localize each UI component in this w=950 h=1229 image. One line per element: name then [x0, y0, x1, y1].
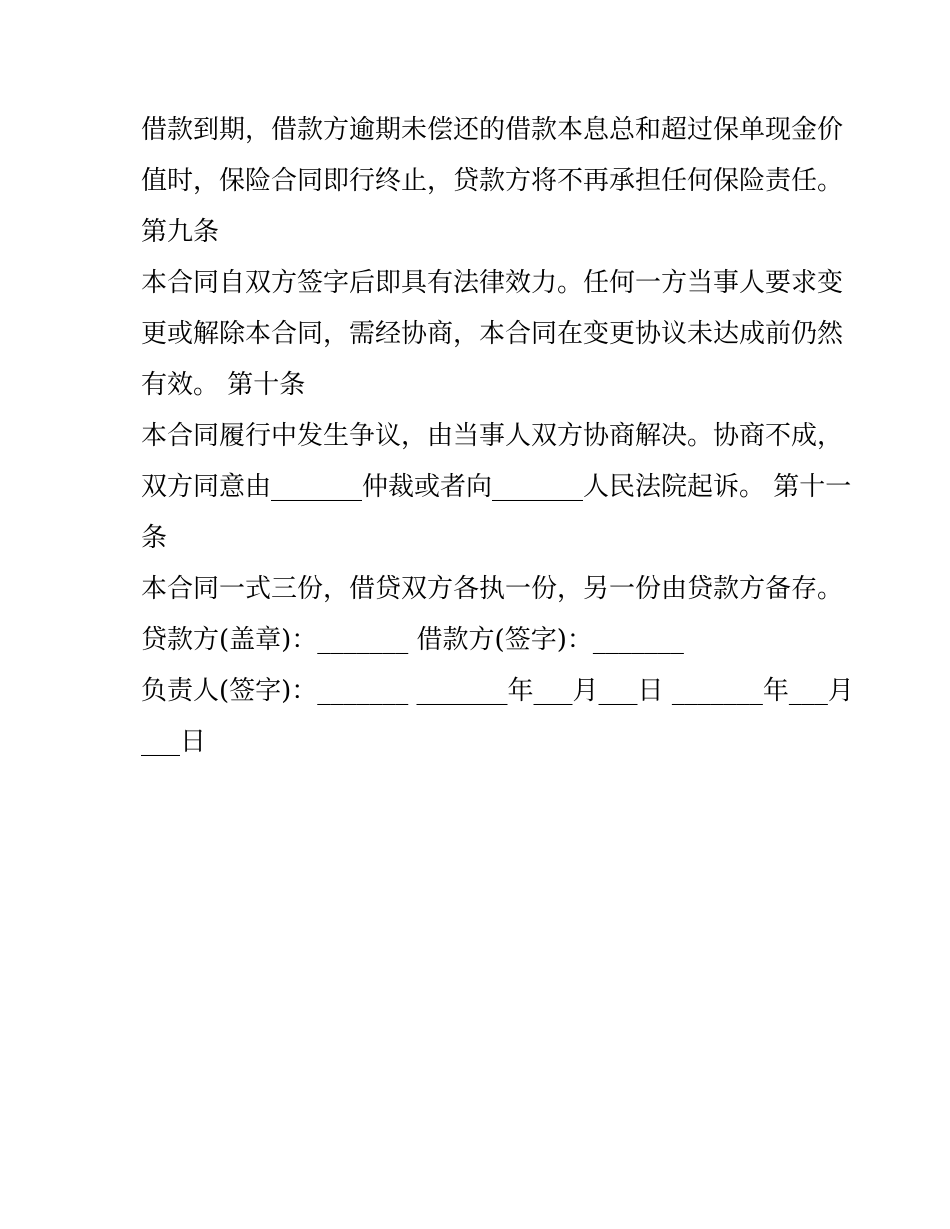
text-line: 条: [141, 523, 168, 553]
text-line: 更或解除本合同，需经协商，本合同在变更协议未达成前仍然: [141, 319, 844, 349]
text-line: 借款到期，借款方逾期未偿还的借款本息总和超过保单现金价: [141, 115, 844, 145]
text-line: 本合同一式三份，借贷双方各执一份，另一份由贷款方备存。: [141, 574, 844, 604]
text-line: 双方同意由_______仲裁或者向_______人民法院起诉。 第十一: [141, 472, 852, 502]
text-line: 值时，保险合同即行终止，贷款方将不再承担任何保险责任。: [141, 166, 844, 196]
article-heading: 第九条: [141, 217, 220, 247]
text-line: 有效。 第十条: [141, 370, 306, 400]
text-line: 本合同自双方签字后即具有法律效力。任何一方当事人要求变: [141, 268, 844, 298]
signature-line: 负责人(签字)：_______ _______年___月___日 _______年___月: [141, 676, 854, 706]
contract-text: [141, 105, 854, 768]
date-line: ___日: [141, 727, 207, 757]
signature-line: 贷款方(盖章)：_______ 借款方(签字)：_______: [141, 625, 684, 655]
text-line: 本合同履行中发生争议，由当事人双方协商解决。协商不成，: [141, 421, 844, 451]
